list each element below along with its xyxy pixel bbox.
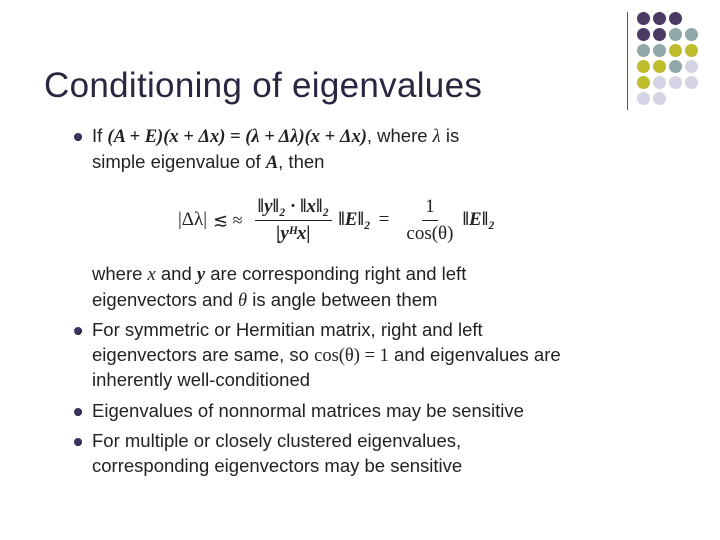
decorative-dot <box>685 28 698 41</box>
math-cos-theta-equals-one: cos(θ) = 1 <box>314 346 389 366</box>
decorative-dot <box>653 76 666 89</box>
title-divider-line <box>627 12 628 110</box>
math-x: x <box>147 265 156 285</box>
math-y: y <box>196 265 206 285</box>
text-fragment: are corresponding right and left <box>205 263 467 284</box>
decorative-dot <box>669 76 682 89</box>
math-fraction-denominator: cos(θ) <box>406 222 454 244</box>
bullet-1-line-3 <box>92 262 466 287</box>
decorative-dot <box>637 76 650 89</box>
decorative-dot <box>685 44 698 57</box>
math-fraction-cos <box>403 196 456 245</box>
math-equals: = <box>378 209 390 230</box>
math-norm-E: ‖E‖₂ <box>338 209 371 230</box>
text-fragment: , then <box>278 151 325 172</box>
bullet-3-line-1: Eigenvalues of nonnormal matrices may be sensitive <box>92 400 524 421</box>
bullet-marker <box>74 408 82 416</box>
math-norm-E: ‖E‖₂ <box>462 209 495 230</box>
math-lambda: λ <box>432 127 441 147</box>
decorative-dot <box>653 28 666 41</box>
text-fragment: eigenvectors are same, so <box>92 344 315 365</box>
bullet-1-line-4 <box>92 288 437 313</box>
math-matrix-A: A <box>265 153 279 173</box>
text-fragment: and <box>155 263 197 284</box>
math-fraction-denominator: |yᴴx| <box>276 222 311 244</box>
bullet-1-line-1 <box>92 124 459 149</box>
text-fragment: If <box>92 125 108 146</box>
bullet-4-line-1: For multiple or closely clustered eigenvalues, <box>92 430 462 451</box>
decorative-dot <box>653 60 666 73</box>
math-perturbed-eigen-equation: (A + E)(x + Δx) = (λ + Δλ)(x + Δx) <box>107 127 367 147</box>
math-fraction-numerator: 1 <box>422 196 438 221</box>
decorative-dot <box>653 92 666 105</box>
decorative-dot <box>637 28 650 41</box>
bullet-marker <box>74 327 82 335</box>
bullet-1-line-2 <box>92 150 324 175</box>
math-delta-lambda-abs: |Δλ| <box>178 209 208 230</box>
decorative-dot <box>669 12 682 25</box>
decorative-dot <box>669 44 682 57</box>
decorative-dot <box>685 76 698 89</box>
text-fragment: , where <box>366 125 433 146</box>
decorative-dot <box>653 44 666 57</box>
bullet-2-line-3: inherently well-conditioned <box>92 369 311 390</box>
slide-title: Conditioning of eigenvalues <box>44 66 483 105</box>
math-fraction-norms <box>255 196 333 245</box>
bullet-4-line-2: corresponding eigenvectors may be sensitive <box>92 455 463 476</box>
decorative-dot <box>637 92 650 105</box>
decorative-dot <box>669 60 682 73</box>
decorative-dot <box>669 28 682 41</box>
text-fragment: is angle between them <box>247 289 438 310</box>
text-fragment: where <box>92 263 148 284</box>
math-fraction-numerator: ‖y‖₂ · ‖x‖₂ <box>255 196 333 221</box>
bullet-2-line-1: For symmetric or Hermitian matrix, right and left <box>92 319 483 340</box>
bullet-marker <box>74 133 82 141</box>
text-fragment: eigenvectors and <box>92 289 239 310</box>
text-fragment: and eigenvalues are <box>388 344 561 365</box>
decorative-dot <box>637 44 650 57</box>
bullet-2-line-2 <box>92 343 561 368</box>
decorative-dot <box>685 60 698 73</box>
eigenvalue-perturbation-bound-formula <box>178 190 495 250</box>
decorative-dot <box>637 12 650 25</box>
text-fragment: simple eigenvalue of <box>92 151 266 172</box>
math-theta: θ <box>238 291 248 311</box>
decorative-dot <box>653 12 666 25</box>
math-approx-less-than: ≲ ≈ <box>213 210 243 230</box>
text-fragment: is <box>440 125 460 146</box>
decorative-dot <box>637 60 650 73</box>
bullet-marker <box>74 438 82 446</box>
